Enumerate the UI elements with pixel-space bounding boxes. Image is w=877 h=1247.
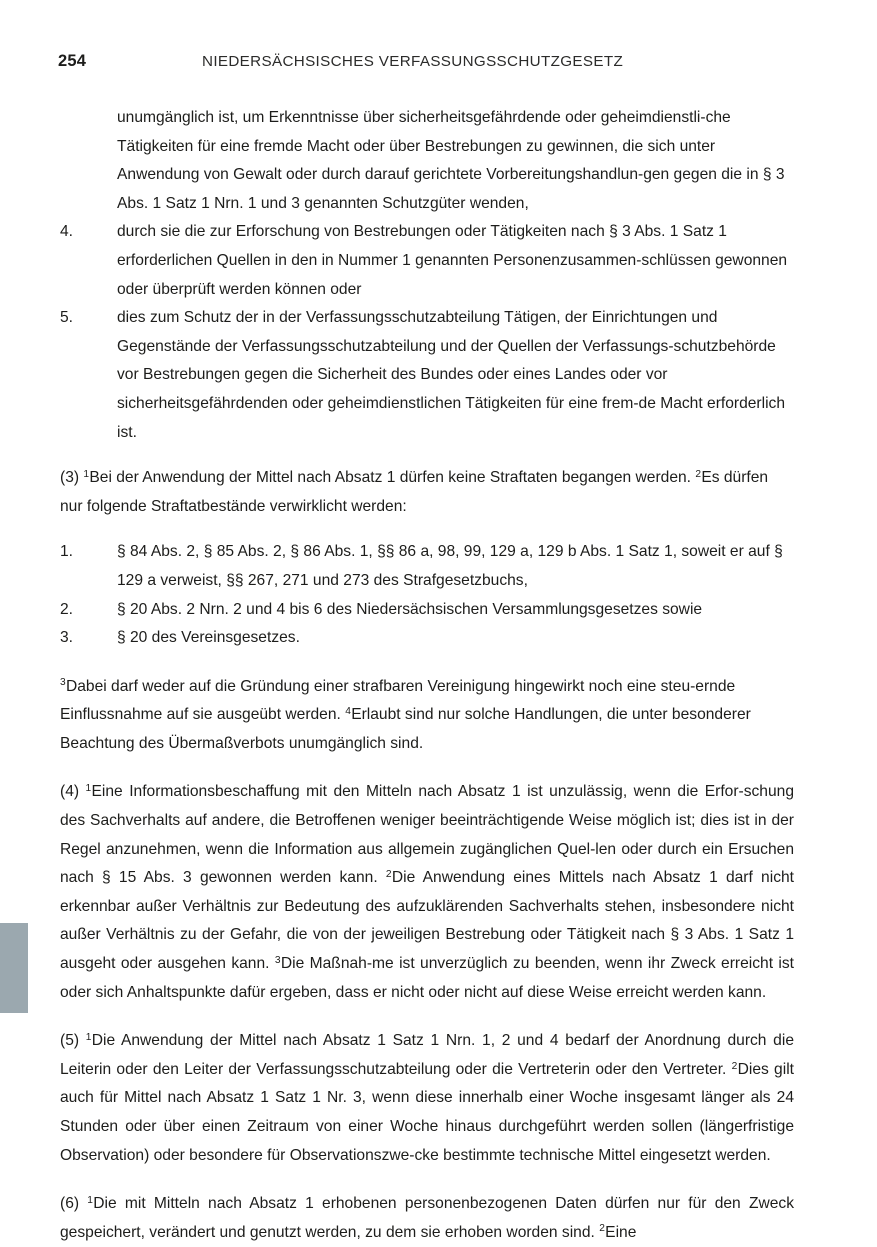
spacer <box>60 447 794 464</box>
text-column <box>60 104 794 1247</box>
sentence-number: 1 <box>87 1194 93 1206</box>
list-item <box>60 596 794 625</box>
list-item-text: durch sie die zur Erforschung von Bestrebungen oder Tätigkeiten nach § 3 Abs. 1 Satz 1 erforderlichen Quellen in den in Nummer 1 genannten Personenzusammen-schlüssen gewonnen oder überprüft werden können oder <box>117 223 788 298</box>
sentence-number: 2 <box>385 868 392 880</box>
list-item <box>60 538 794 595</box>
list-item-text: § 84 Abs. 2, § 85 Abs. 2, § 86 Abs. 1, §§ 86 a, 98, 99, 129 a, 129 b Abs. 1 Satz 1, soweit er auf § 129 a verweist, §§ 267, 271 und 273 des Strafgesetzbuchs, <box>117 543 783 589</box>
sentence-text: Die Anwendung der Mittel nach Absatz 1 Satz 1 Nrn. 1, 2 und 4 bedarf der Anordnung durch die Leiterin oder den Leiter der Verfassungsschutzabteilung oder die Vertreterin oder den Vertreter. <box>60 1032 794 1078</box>
paragraph-absatz-5 <box>60 1027 794 1170</box>
sentence-number: 3 <box>60 677 66 689</box>
paragraph-absatz-4 <box>60 778 794 1007</box>
absatz-number: (3) <box>60 469 80 487</box>
sentence-text: Erlaubt sind nur solche Handlungen, die unter besonderer Beachtung des Übermaßverbots unumgänglich sind. <box>60 706 751 752</box>
running-title: NIEDERSÄCHSISCHES VERFASSUNGSSCHUTZGESETZ <box>202 53 624 70</box>
sentence-text: Eine Informationsbeschaffung mit den Mitteln nach Absatz 1 ist unzulässig, wenn die Erfor-schung des Sachverhalts auf andere, die Betroffenen weniger beeinträchtigende Weise möglich ist; dies ist in der Regel anzunehmen, wenn die Information aus allgemein zugänglichen Quel-len oder durch ein Ersuchen nach § 15 Abs. 3 gewonnen werden kann. <box>60 783 794 887</box>
sentence-number: 4 <box>345 705 351 717</box>
list-item-text: § 20 Abs. 2 Nrn. 2 und 4 bis 6 des Niedersächsischen Versammlungsgesetzes sowie <box>117 600 703 618</box>
list-item-marker: 2. <box>60 600 74 618</box>
paragraph-absatz-6 <box>60 1190 794 1247</box>
running-head <box>0 50 877 76</box>
spacer <box>60 1007 794 1027</box>
sentence-text: Eine <box>605 1223 637 1241</box>
absatz-number: (5) <box>60 1032 80 1050</box>
bleed-tab-marker <box>0 923 28 1013</box>
page-number: 254 <box>58 52 87 70</box>
sentence-text: Die Anwendung eines Mittels nach Absatz 1 darf nicht erkennbar außer Verhältnis zur Bedeutung des aufzuklärenden Sachverhalts stehen, insbesondere nicht außer Verhältnis zu der Gefahr, die von der jeweiligen Bestrebung oder Tätigkeit nach § 3 Abs. 1 Satz 1 ausgeht oder ausgehen kann. <box>60 869 794 973</box>
spacer <box>60 521 794 538</box>
absatz-number: (6) <box>60 1195 80 1213</box>
list-item <box>60 218 794 304</box>
list-item <box>60 304 794 447</box>
sentence-text: Bei der Anwendung der Mittel nach Absatz 1 dürfen keine Straftaten begangen werden. <box>89 469 692 487</box>
paragraph-absatz-3-tail <box>60 673 794 759</box>
list-item-marker: 1. <box>60 543 74 561</box>
sentence-text: Es dürfen nur folgende Straftatbestände verwirklicht werden: <box>60 469 769 515</box>
sentence-number: 1 <box>85 783 92 795</box>
sentence-number: 1 <box>85 1031 92 1043</box>
list-item-marker: 4. <box>60 223 74 241</box>
sentence-text: Die mit Mitteln nach Absatz 1 erhobenen personenbezogenen Daten dürfen nur für den Zweck gespeichert, verändert und genutzt werden, zu dem sie erhoben worden sind. <box>60 1195 794 1241</box>
list-item <box>60 624 794 653</box>
spacer <box>60 1170 794 1190</box>
list-item-text: dies zum Schutz der in der Verfassungsschutzabteilung Tätigen, der Einrichtungen und Gegenstände der Verfassungsschutzabteilung und der Quellen der Verfassungs-schutzbehörde vor Bestrebungen gegen die Sicherheit des Bundes oder eines Landes oder vor sicherheitsgefährdenden oder geheimdienstlichen Tätigkeiten für eine frem-de Macht erforderlich ist. <box>117 309 786 441</box>
list-item-marker: 5. <box>60 309 74 327</box>
list-item-marker: 3. <box>60 629 74 647</box>
spacer <box>60 653 794 673</box>
sentence-number: 2 <box>599 1223 605 1235</box>
sentence-text: Dabei darf weder auf die Gründung einer strafbaren Vereinigung hingewirkt noch eine steu-ernde Einflussnahme auf sie ausgeübt werden. <box>60 677 736 724</box>
paragraph-absatz-3 <box>60 464 794 521</box>
list-item-continuation: unumgänglich ist, um Erkenntnisse über sicherheitsgefährdende oder geheimdienstli-che Tätigkeiten für eine fremde Macht oder über Bestrebungen zu gewinnen, die sich unter Anwendung von Gewalt oder durch darauf gerichtete Vorbereitungshandlun-gen gegen die in § 3 Abs. 1 Satz 1 Nrn. 1 und 3 genannten Schutzgüter wenden, <box>117 109 785 212</box>
spacer <box>60 758 794 778</box>
sentence-number: 2 <box>695 468 702 480</box>
sentence-number: 2 <box>731 1060 738 1072</box>
sentence-text: Dies gilt auch für Mittel nach Absatz 1 Satz 1 Nr. 3, wenn diese innerhalb einer Woche insgesamt länger als 24 Stunden oder über einen Zeitraum von einer Woche hinaus durchgeführt werden sollen (längerfristige Observation) oder besondere für Observationszwe-cke bestimmte technische Mittel eingesetzt werden. <box>60 1060 794 1164</box>
absatz-number: (4) <box>60 783 80 801</box>
sentence-number: 3 <box>274 954 281 966</box>
list-item-text: § 20 des Vereinsgesetzes. <box>117 629 300 647</box>
sentence-number: 1 <box>83 468 90 480</box>
sentence-text: Die Maßnah-me ist unverzüglich zu beenden, wenn ihr Zweck erreicht ist oder sich Anhaltspunkte dafür ergeben, dass er nicht oder nicht auf diese Weise erreicht werden kann. <box>60 955 795 1001</box>
